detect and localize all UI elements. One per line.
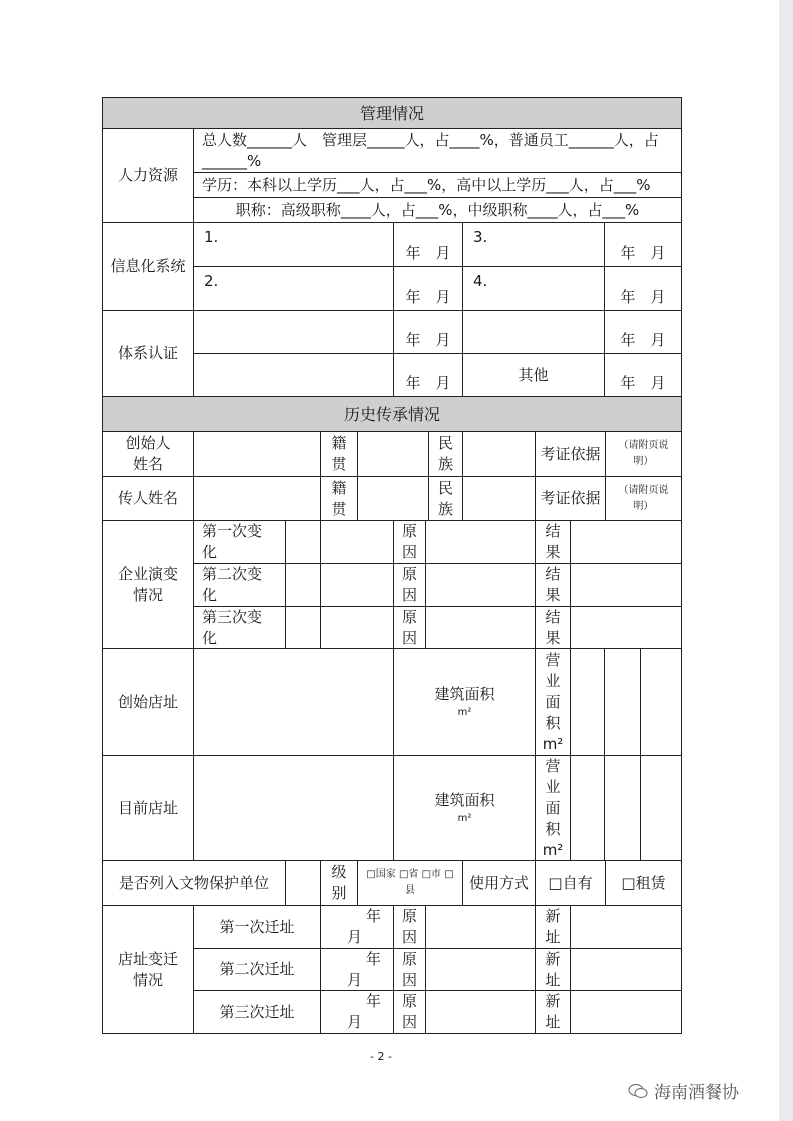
founding-area-field[interactable] [604, 648, 641, 756]
relocation-reason-label: 原因 [393, 990, 426, 1034]
evolution-reason-field[interactable] [425, 563, 536, 607]
evolution-result-label: 结果 [535, 563, 571, 607]
evolution-result-field[interactable] [570, 520, 682, 564]
evolution-field[interactable] [320, 606, 394, 649]
relocation-move-3: 第三次迁址 [193, 990, 321, 1034]
evolution-change-1: 第一次变化 [193, 520, 286, 564]
evolution-reason-label: 原因 [393, 606, 426, 649]
current-address-label: 目前店址 [102, 755, 194, 861]
evolution-label: 企业演变情况 [102, 520, 194, 649]
founder-label: 创始人姓名 [102, 431, 194, 477]
month-label: 月 [347, 970, 363, 989]
current-building-area [393, 755, 536, 861]
evolution-change-2: 第二次变化 [193, 563, 286, 607]
relocation-new-address-label: 新址 [535, 948, 571, 991]
building-area-label: 建筑面积 [434, 790, 495, 809]
relic-field[interactable] [285, 860, 321, 906]
current-area-field[interactable] [604, 755, 641, 861]
hr-label: 人力资源 [102, 128, 194, 223]
heir-name-field[interactable] [193, 476, 321, 521]
evolution-result-field[interactable] [570, 606, 682, 649]
relic-level-options[interactable]: □国家 □省 □市 □县 [357, 860, 463, 906]
info-date-2[interactable]: 年 月 [393, 266, 463, 311]
founding-business-area-label: 营业面积m² [535, 648, 571, 756]
relocation-new-address-label: 新址 [535, 990, 571, 1034]
usage-rent-checkbox[interactable]: □租赁 [605, 860, 682, 906]
heir-jiguan-label: 籍贯 [320, 476, 358, 521]
info-system-label: 信息化系统 [102, 222, 194, 311]
watermark-text: 海南酒餐协 [654, 1083, 739, 1103]
founder-jiguan-field[interactable] [357, 431, 429, 477]
usage-own-checkbox[interactable]: □自有 [535, 860, 606, 906]
heir-minzu-label: 民族 [428, 476, 463, 521]
founder-minzu-label: 民族 [428, 431, 463, 477]
info-date-4[interactable]: 年 月 [604, 266, 682, 311]
relocation-reason-field[interactable] [425, 990, 536, 1034]
relocation-date-field[interactable] [320, 990, 394, 1034]
info-date-3[interactable]: 年 月 [604, 222, 682, 267]
current-address-field[interactable] [193, 755, 394, 861]
usage-label: 使用方式 [462, 860, 536, 906]
founding-area-field[interactable] [570, 648, 605, 756]
evolution-field[interactable] [320, 520, 394, 564]
relocation-date-field[interactable] [320, 905, 394, 949]
cert-label: 体系认证 [102, 310, 194, 397]
month-label: 月 [347, 1013, 363, 1031]
watermark [628, 1078, 739, 1103]
info-item-3[interactable]: 3. [462, 222, 605, 267]
relocation-reason-label: 原因 [393, 948, 426, 991]
cert-date-2[interactable]: 年 月 [393, 353, 463, 397]
wechat-icon [628, 1083, 648, 1099]
year-label: 年 [365, 949, 381, 968]
info-date-1[interactable]: 年 月 [393, 222, 463, 267]
founder-name-field[interactable] [193, 431, 321, 477]
area-unit: m² [457, 706, 472, 718]
evolution-result-label: 结果 [535, 520, 571, 564]
relocation-move-1: 第一次迁址 [193, 905, 321, 949]
evolution-result-label: 结果 [535, 606, 571, 649]
relocation-new-address-label: 新址 [535, 905, 571, 949]
heir-evidence-label: 考证依据 [535, 476, 606, 521]
cert-item-3[interactable] [462, 310, 605, 354]
relocation-move-2: 第二次迁址 [193, 948, 321, 991]
relocation-new-address-field[interactable] [570, 948, 682, 991]
founding-area-field[interactable] [640, 648, 682, 756]
heir-label: 传人姓名 [102, 476, 194, 521]
info-item-2[interactable]: 2. [193, 266, 394, 311]
evolution-reason-field[interactable] [425, 520, 536, 564]
relocation-new-address-field[interactable] [570, 990, 682, 1034]
heir-evidence-note: （请附页说明） [605, 476, 682, 521]
page-number: - 2 - [370, 1050, 392, 1063]
relocation-reason-label: 原因 [393, 905, 426, 949]
month-label: 月 [347, 928, 363, 946]
area-unit: m² [457, 812, 472, 824]
evolution-result-field[interactable] [570, 563, 682, 607]
relocation-new-address-field[interactable] [570, 905, 682, 949]
evolution-reason-label: 原因 [393, 563, 426, 607]
building-area-label: 建筑面积 [434, 684, 495, 703]
evolution-field[interactable] [285, 520, 321, 564]
current-area-field[interactable] [570, 755, 605, 861]
page-edge [779, 0, 793, 1121]
cert-date-1[interactable]: 年 月 [393, 310, 463, 354]
cert-other-label: 其他 [462, 353, 605, 397]
evolution-reason-field[interactable] [425, 606, 536, 649]
evolution-field[interactable] [285, 606, 321, 649]
heir-minzu-field[interactable] [462, 476, 536, 521]
info-item-4[interactable]: 4. [462, 266, 605, 311]
founder-jiguan-label: 籍贯 [320, 431, 358, 477]
cert-date-3[interactable]: 年 月 [604, 310, 682, 354]
info-item-1[interactable]: 1. [193, 222, 394, 267]
founder-minzu-field[interactable] [462, 431, 536, 477]
evolution-field[interactable] [320, 563, 394, 607]
heir-jiguan-field[interactable] [357, 476, 429, 521]
current-business-area-label: 营业面积m² [535, 755, 571, 861]
year-label: 年 [365, 907, 381, 925]
founder-evidence-note: （请附页说明） [605, 431, 682, 477]
relocation-reason-field[interactable] [425, 948, 536, 991]
cert-item-1[interactable] [193, 310, 394, 354]
relic-level-label: 级别 [320, 860, 358, 906]
cert-item-2[interactable] [193, 353, 394, 397]
relic-label: 是否列入文物保护单位 [102, 860, 286, 906]
relocation-reason-field[interactable] [425, 905, 536, 949]
relocation-date-field[interactable] [320, 948, 394, 991]
year-label: 年 [365, 992, 381, 1010]
evolution-field[interactable] [285, 563, 321, 607]
founding-address-field[interactable] [193, 648, 394, 756]
cert-date-other[interactable]: 年 月 [604, 353, 682, 397]
hr-headcount-line[interactable]: 总人数______人 管理层_____人，占____%，普通员工______人，占______% [193, 128, 682, 173]
section-header-history: 历史传承情况 [102, 396, 682, 432]
evolution-change-3: 第三次变化 [193, 606, 286, 649]
section-header-management: 管理情况 [102, 97, 682, 129]
founder-evidence-label: 考证依据 [535, 431, 606, 477]
hr-education-line[interactable]: 学历：本科以上学历___人，占___%，高中以上学历___人，占___% [193, 172, 682, 198]
founding-building-area [393, 648, 536, 756]
hr-title-line[interactable]: 职称：高级职称____人，占___%，中级职称____人，占___% [193, 197, 682, 223]
current-area-field[interactable] [640, 755, 682, 861]
relocation-label: 店址变迁情况 [102, 905, 194, 1034]
founding-address-label: 创始店址 [102, 648, 194, 756]
evolution-reason-label: 原因 [393, 520, 426, 564]
